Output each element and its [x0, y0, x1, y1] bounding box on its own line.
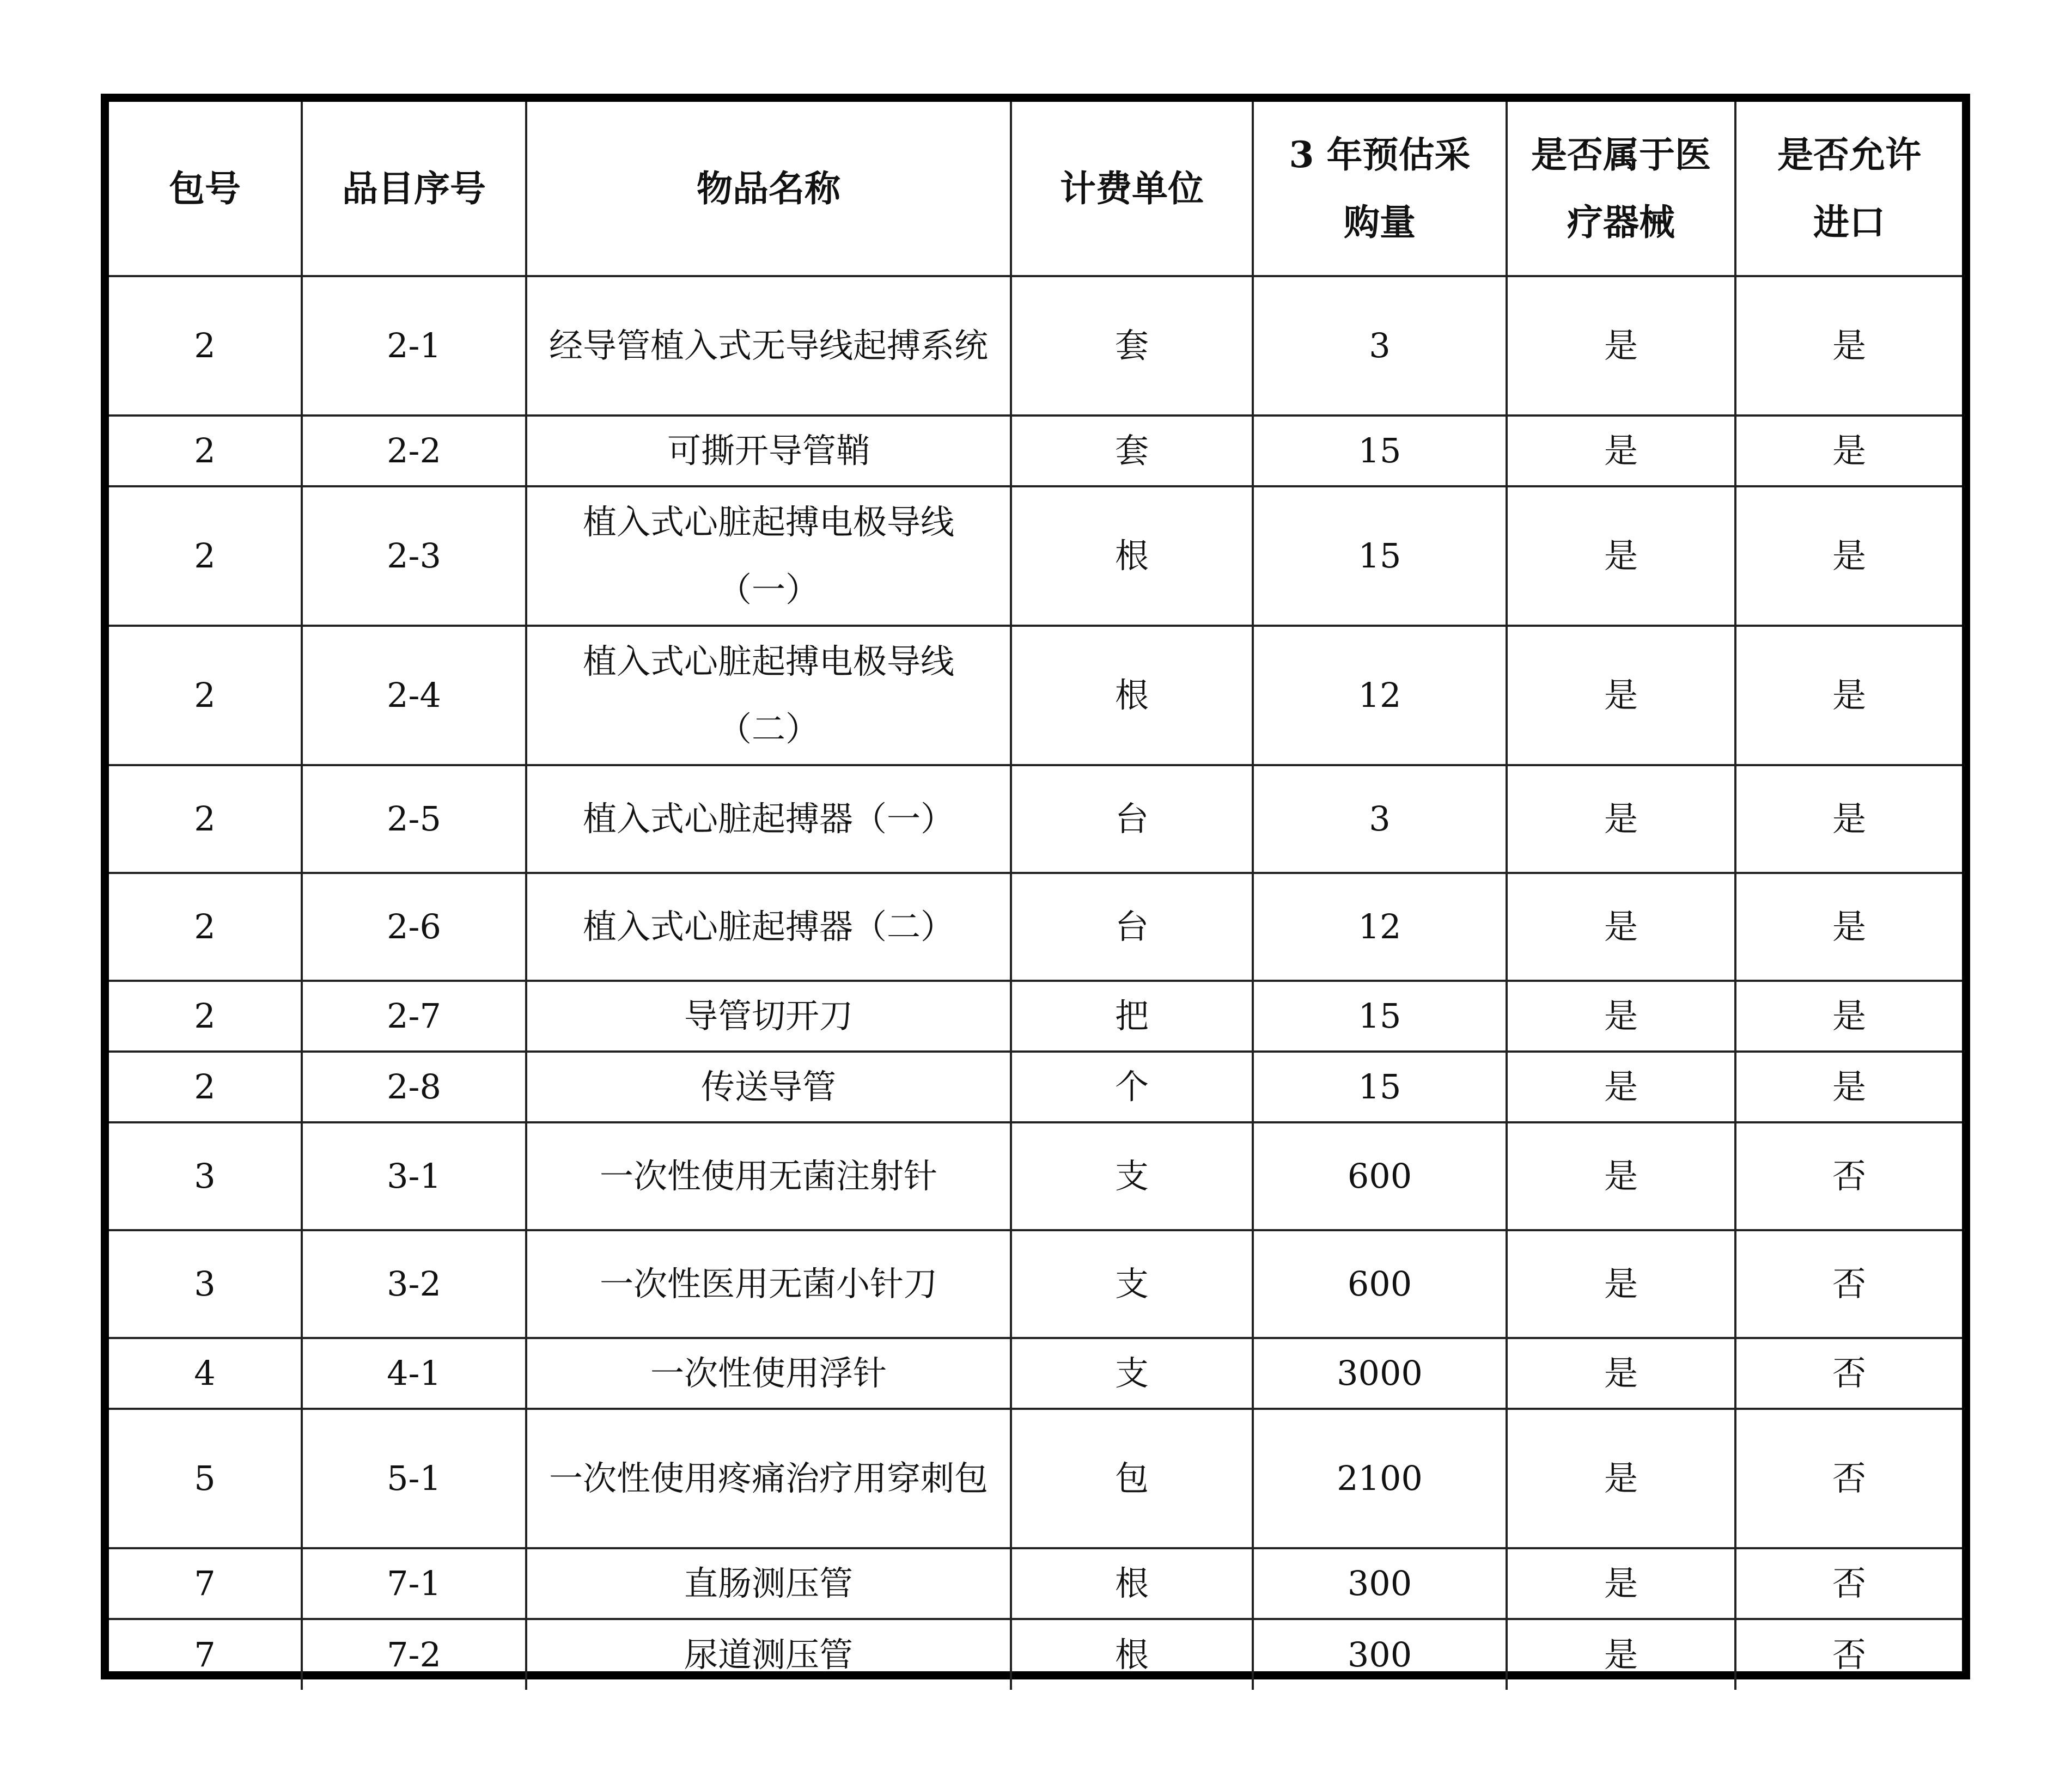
header-unit: 计费单位	[1011, 102, 1253, 276]
header-import-allowed: 是否允许进口	[1735, 102, 1962, 276]
item-name-cell: 一次性使用无菌注射针	[526, 1122, 1011, 1230]
unit-cell: 根	[1011, 626, 1253, 765]
unit-cell: 套	[1011, 416, 1253, 486]
unit-cell: 个	[1011, 1052, 1253, 1122]
table-row	[109, 1338, 1962, 1409]
medical-device-cell: 是	[1507, 873, 1735, 981]
package-number-cell: 7	[109, 1619, 302, 1690]
import-allowed-cell: 否	[1735, 1230, 1962, 1338]
item-name-cell: 直肠测压管	[526, 1548, 1011, 1619]
header-item-number: 品目序号	[302, 102, 526, 276]
quantity-cell: 3	[1253, 276, 1507, 416]
package-number-cell: 2	[109, 981, 302, 1052]
medical-device-cell: 是	[1507, 1619, 1735, 1690]
import-allowed-cell: 否	[1735, 1548, 1962, 1619]
quantity-cell: 2100	[1253, 1409, 1507, 1548]
item-number-cell: 2-7	[302, 981, 526, 1052]
package-number-cell: 2	[109, 276, 302, 416]
header-medical-device: 是否属于医疗器械	[1507, 102, 1735, 276]
import-allowed-cell: 是	[1735, 1052, 1962, 1122]
item-number-cell: 3-2	[302, 1230, 526, 1338]
unit-cell: 台	[1011, 765, 1253, 873]
procurement-table	[109, 102, 1962, 1690]
table-row	[109, 1548, 1962, 1619]
unit-cell: 根	[1011, 1548, 1253, 1619]
table-row	[109, 626, 1962, 765]
table-row	[109, 981, 1962, 1052]
unit-cell: 支	[1011, 1338, 1253, 1409]
item-name-cell: 植入式心脏起搏电极导线（一）	[526, 486, 1011, 626]
item-number-cell: 2-8	[302, 1052, 526, 1122]
table-row	[109, 416, 1962, 486]
quantity-cell: 3000	[1253, 1338, 1507, 1409]
medical-device-cell: 是	[1507, 276, 1735, 416]
item-name-cell: 植入式心脏起搏器（二）	[526, 873, 1011, 981]
item-name-cell: 导管切开刀	[526, 981, 1011, 1052]
import-allowed-cell: 是	[1735, 276, 1962, 416]
item-name-cell: 植入式心脏起搏器（一）	[526, 765, 1011, 873]
unit-cell: 根	[1011, 1619, 1253, 1690]
quantity-cell: 15	[1253, 486, 1507, 626]
import-allowed-cell: 是	[1735, 981, 1962, 1052]
medical-device-cell: 是	[1507, 416, 1735, 486]
package-number-cell: 4	[109, 1338, 302, 1409]
item-name-cell: 一次性使用疼痛治疗用穿刺包	[526, 1409, 1011, 1548]
item-number-cell: 2-3	[302, 486, 526, 626]
unit-cell: 包	[1011, 1409, 1253, 1548]
item-name-cell: 尿道测压管	[526, 1619, 1011, 1690]
package-number-cell: 2	[109, 416, 302, 486]
quantity-cell: 300	[1253, 1619, 1507, 1690]
medical-device-cell: 是	[1507, 626, 1735, 765]
medical-device-cell: 是	[1507, 486, 1735, 626]
quantity-cell: 600	[1253, 1122, 1507, 1230]
quantity-cell: 12	[1253, 873, 1507, 981]
table-row	[109, 1409, 1962, 1548]
import-allowed-cell: 否	[1735, 1338, 1962, 1409]
import-allowed-cell: 是	[1735, 765, 1962, 873]
item-name-cell: 可撕开导管鞘	[526, 416, 1011, 486]
quantity-cell: 15	[1253, 416, 1507, 486]
table-row	[109, 765, 1962, 873]
item-number-cell: 4-1	[302, 1338, 526, 1409]
package-number-cell: 5	[109, 1409, 302, 1548]
table-row	[109, 1230, 1962, 1338]
header-row	[109, 102, 1962, 276]
item-name-cell: 一次性使用浮针	[526, 1338, 1011, 1409]
medical-device-cell: 是	[1507, 1122, 1735, 1230]
header-item-name: 物品名称	[526, 102, 1011, 276]
import-allowed-cell: 是	[1735, 626, 1962, 765]
item-number-cell: 2-5	[302, 765, 526, 873]
table-row	[109, 1619, 1962, 1690]
item-number-cell: 5-1	[302, 1409, 526, 1548]
quantity-cell: 300	[1253, 1548, 1507, 1619]
package-number-cell: 3	[109, 1122, 302, 1230]
medical-device-cell: 是	[1507, 1409, 1735, 1548]
item-name-cell: 经导管植入式无导线起搏系统	[526, 276, 1011, 416]
medical-device-cell: 是	[1507, 1548, 1735, 1619]
package-number-cell: 2	[109, 626, 302, 765]
quantity-cell: 600	[1253, 1230, 1507, 1338]
item-number-cell: 2-6	[302, 873, 526, 981]
import-allowed-cell: 否	[1735, 1122, 1962, 1230]
quantity-cell: 15	[1253, 981, 1507, 1052]
import-allowed-cell: 否	[1735, 1409, 1962, 1548]
package-number-cell: 2	[109, 486, 302, 626]
table-row	[109, 873, 1962, 981]
table-row	[109, 486, 1962, 626]
import-allowed-cell: 否	[1735, 1619, 1962, 1690]
quantity-cell: 15	[1253, 1052, 1507, 1122]
item-number-cell: 3-1	[302, 1122, 526, 1230]
procurement-table-frame	[101, 94, 1970, 1679]
item-number-cell: 7-2	[302, 1619, 526, 1690]
unit-cell: 支	[1011, 1122, 1253, 1230]
quantity-cell: 3	[1253, 765, 1507, 873]
import-allowed-cell: 是	[1735, 416, 1962, 486]
item-number-cell: 2-2	[302, 416, 526, 486]
package-number-cell: 7	[109, 1548, 302, 1619]
package-number-cell: 2	[109, 765, 302, 873]
item-name-cell: 一次性医用无菌小针刀	[526, 1230, 1011, 1338]
unit-cell: 根	[1011, 486, 1253, 626]
header-package-number: 包号	[109, 102, 302, 276]
medical-device-cell: 是	[1507, 1338, 1735, 1409]
medical-device-cell: 是	[1507, 981, 1735, 1052]
unit-cell: 套	[1011, 276, 1253, 416]
table-row	[109, 1052, 1962, 1122]
medical-device-cell: 是	[1507, 1052, 1735, 1122]
package-number-cell: 3	[109, 1230, 302, 1338]
item-number-cell: 7-1	[302, 1548, 526, 1619]
item-name-cell: 植入式心脏起搏电极导线（二）	[526, 626, 1011, 765]
unit-cell: 把	[1011, 981, 1253, 1052]
unit-cell: 台	[1011, 873, 1253, 981]
medical-device-cell: 是	[1507, 1230, 1735, 1338]
item-name-cell: 传送导管	[526, 1052, 1011, 1122]
package-number-cell: 2	[109, 873, 302, 981]
header-quantity: 3 年预估采购量	[1253, 102, 1507, 276]
table-row	[109, 1122, 1962, 1230]
item-number-cell: 2-1	[302, 276, 526, 416]
quantity-cell: 12	[1253, 626, 1507, 765]
table-row	[109, 276, 1962, 416]
import-allowed-cell: 是	[1735, 873, 1962, 981]
medical-device-cell: 是	[1507, 765, 1735, 873]
import-allowed-cell: 是	[1735, 486, 1962, 626]
unit-cell: 支	[1011, 1230, 1253, 1338]
package-number-cell: 2	[109, 1052, 302, 1122]
item-number-cell: 2-4	[302, 626, 526, 765]
